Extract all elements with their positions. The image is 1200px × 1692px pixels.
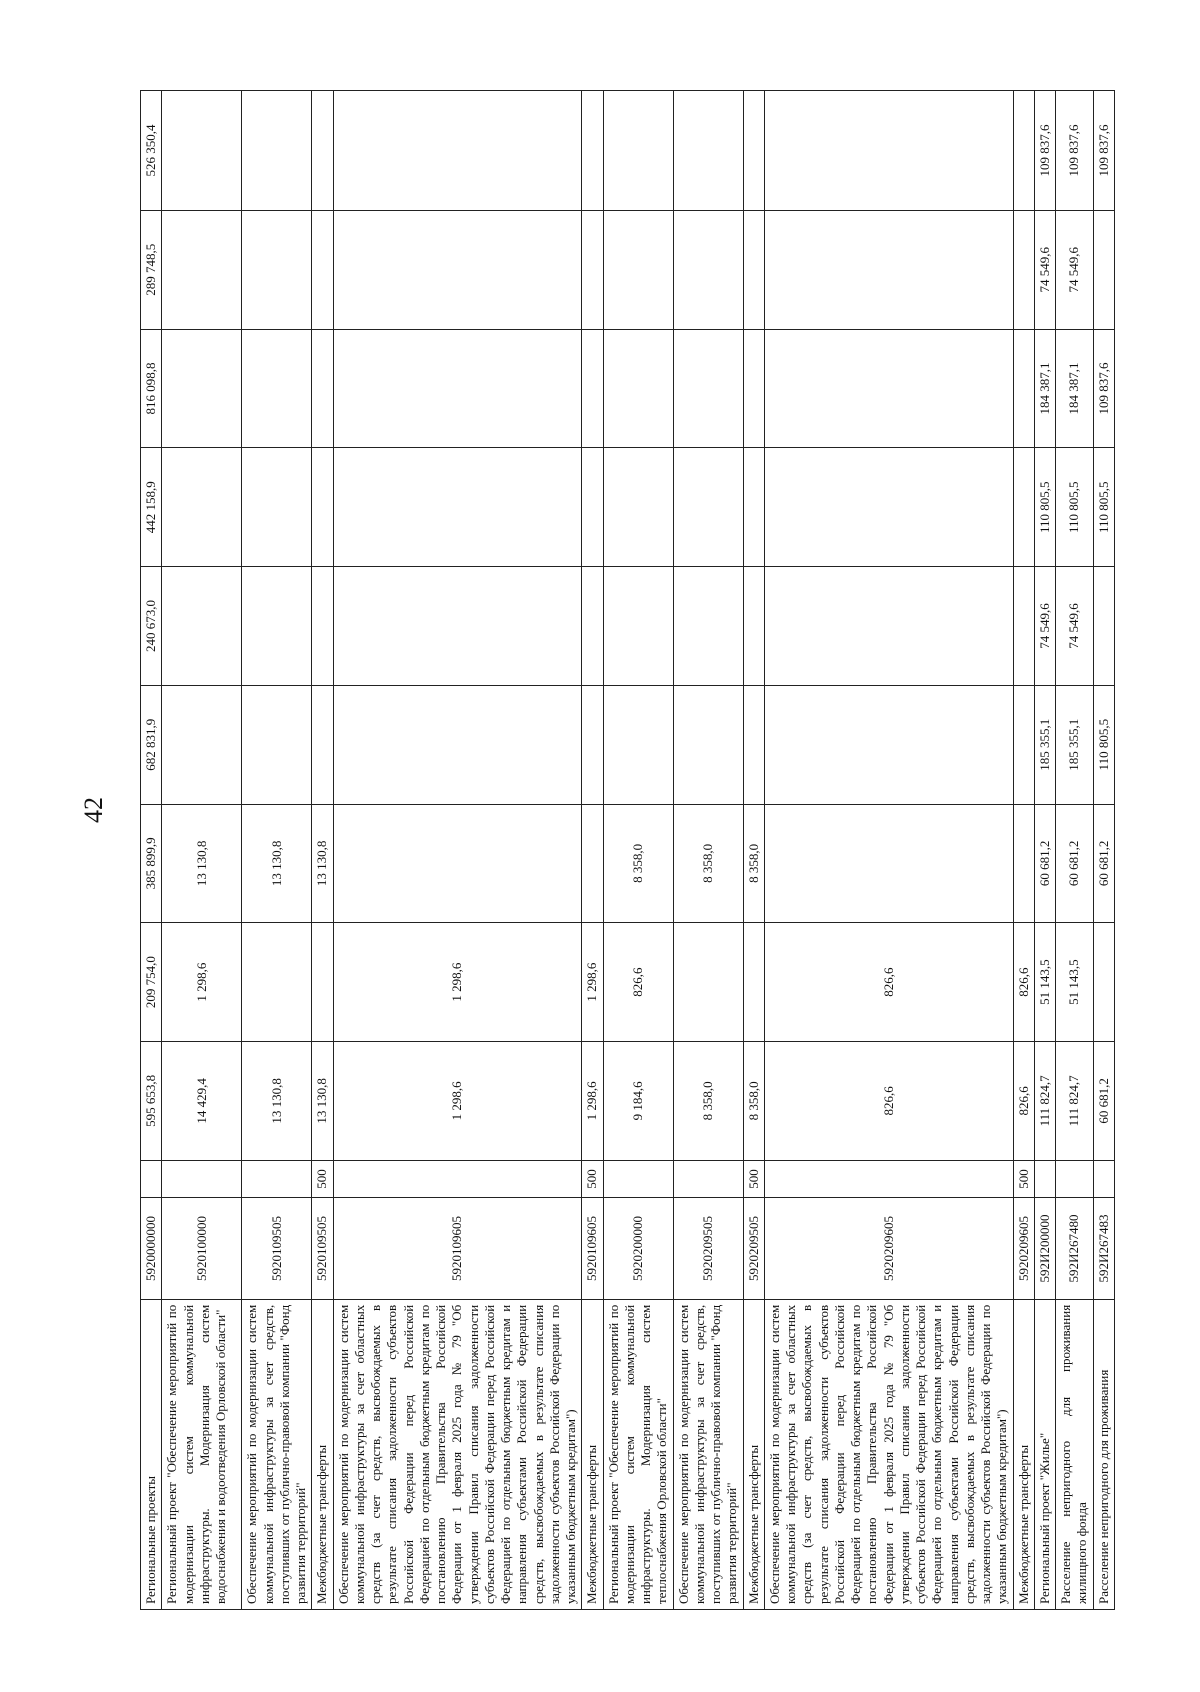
row-value-cell [743,685,764,804]
row-value-cell [162,567,242,686]
row-value-cell [1013,685,1034,804]
row-value-cell: 1 298,6 [582,1042,603,1161]
row-expense-type-cell [1056,1160,1094,1197]
row-value-cell: 60 681,2 [1093,1042,1114,1161]
row-value-cell: 13 130,8 [242,804,312,923]
row-value-cell [1013,567,1034,686]
row-value-cell [1013,91,1034,211]
row-value-cell [603,448,673,567]
row-expense-type-cell [1093,1160,1114,1197]
row-value-cell [242,448,312,567]
row-value-cell [603,685,673,804]
row-value-cell: 109 837,6 [1034,91,1055,211]
row-value-cell [582,567,603,686]
row-value-cell [764,567,1013,686]
row-expense-type-cell [764,1160,1013,1197]
table-row [333,91,582,1610]
row-value-cell: 385 899,9 [141,804,162,923]
row-value-cell [673,91,743,211]
row-value-cell [673,923,743,1042]
row-value-cell: 8 358,0 [603,804,673,923]
row-value-cell [312,448,333,567]
row-value-cell [764,329,1013,448]
row-value-cell [1093,567,1114,686]
row-value-cell: 111 824,7 [1056,1042,1094,1161]
row-value-cell [333,567,582,686]
row-value-cell [1093,923,1114,1042]
table-row [1093,91,1114,1610]
row-value-cell: 60 681,2 [1093,804,1114,923]
row-name-cell: Расселение непригодного для проживания жилищного фонда [1056,1299,1094,1609]
table-row [1034,91,1055,1610]
row-expense-type-cell [141,1160,162,1197]
row-name-cell: Региональные проекты [141,1299,162,1609]
table-row [743,91,764,1610]
row-name-cell: Расселение непригодного для проживания [1093,1299,1114,1609]
row-value-cell [764,448,1013,567]
row-expense-type-cell: 500 [1013,1160,1034,1197]
row-expense-type-cell [333,1160,582,1197]
row-value-cell [743,91,764,211]
row-name-cell: Региональный проект "Обеспечение мероприятий по модернизации систем коммунальной инфраструктуры. Модернизация систем теплоснабжения Орловской области" [603,1299,673,1609]
row-code-cell: 5920200000 [603,1198,673,1300]
table-row [141,91,162,1610]
row-value-cell: 60 681,2 [1034,804,1055,923]
row-value-cell: 110 805,5 [1056,448,1094,567]
row-value-cell: 74 549,6 [1034,210,1055,329]
row-value-cell: 1 298,6 [333,1042,582,1161]
row-value-cell [582,210,603,329]
row-value-cell [1013,329,1034,448]
table-row [603,91,673,1610]
row-name-cell: Межбюджетные трансферты [582,1299,603,1609]
row-value-cell [673,329,743,448]
row-value-cell [312,923,333,1042]
row-value-cell [673,448,743,567]
row-value-cell: 74 549,6 [1056,210,1094,329]
row-value-cell [242,210,312,329]
row-value-cell: 826,6 [1013,1042,1034,1161]
row-name-cell: Обеспечение мероприятий по модернизации систем коммунальной инфраструктуры за счет средств, поступивших от публично-правовой компании "Фонд развития территорий" [242,1299,312,1609]
row-code-cell: 5920109605 [333,1198,582,1300]
budget-table-frame [140,90,1111,1610]
row-value-cell: 109 837,6 [1093,329,1114,448]
row-code-cell: 5920209605 [1013,1198,1034,1300]
row-value-cell [603,91,673,211]
row-value-cell [242,685,312,804]
row-value-cell: 826,6 [603,923,673,1042]
row-value-cell [242,923,312,1042]
row-value-cell: 8 358,0 [673,804,743,923]
row-name-cell: Межбюджетные трансферты [743,1299,764,1609]
row-code-cell: 592И267480 [1056,1198,1094,1300]
row-name-cell: Межбюджетные трансферты [312,1299,333,1609]
row-value-cell [764,685,1013,804]
row-value-cell: 209 754,0 [141,923,162,1042]
row-value-cell [743,210,764,329]
row-value-cell [242,329,312,448]
row-value-cell: 595 653,8 [141,1042,162,1161]
row-value-cell: 1 298,6 [162,923,242,1042]
table-row [764,91,1013,1610]
row-code-cell: 5920109605 [582,1198,603,1300]
row-value-cell [1013,448,1034,567]
row-value-cell [673,567,743,686]
row-name-cell: Региональный проект "Обеспечение мероприятий по модернизации систем коммунальной инфраструктуры. Модернизация систем водоснабжения и водоотведения Орловской области" [162,1299,242,1609]
row-value-cell [743,567,764,686]
table-row [1056,91,1094,1610]
row-code-cell: 5920000000 [141,1198,162,1300]
row-value-cell: 13 130,8 [312,804,333,923]
row-value-cell [162,210,242,329]
row-value-cell: 826,6 [764,923,1013,1042]
row-value-cell [582,91,603,211]
row-value-cell: 74 549,6 [1034,567,1055,686]
row-value-cell: 14 429,4 [162,1042,242,1161]
row-value-cell: 526 350,4 [141,91,162,211]
row-value-cell [162,329,242,448]
row-value-cell: 240 673,0 [141,567,162,686]
row-value-cell [333,91,582,211]
row-code-cell: 592И200000 [1034,1198,1055,1300]
row-code-cell: 5920209605 [764,1198,1013,1300]
row-code-cell: 592И267483 [1093,1198,1114,1300]
row-value-cell [312,91,333,211]
row-expense-type-cell: 500 [743,1160,764,1197]
row-value-cell [603,210,673,329]
row-value-cell: 110 805,5 [1093,448,1114,567]
row-value-cell: 8 358,0 [673,1042,743,1161]
row-value-cell [162,91,242,211]
row-value-cell: 184 387,1 [1034,329,1055,448]
row-value-cell [1013,804,1034,923]
row-value-cell [242,91,312,211]
row-value-cell: 13 130,8 [312,1042,333,1161]
row-value-cell: 184 387,1 [1056,329,1094,448]
row-value-cell [312,329,333,448]
row-value-cell [162,685,242,804]
row-expense-type-cell [603,1160,673,1197]
row-expense-type-cell [673,1160,743,1197]
row-value-cell [312,567,333,686]
row-code-cell: 5920109505 [242,1198,312,1300]
row-value-cell: 60 681,2 [1056,804,1094,923]
row-value-cell: 109 837,6 [1093,91,1114,211]
row-value-cell [582,804,603,923]
row-value-cell [764,91,1013,211]
row-value-cell: 289 748,5 [141,210,162,329]
row-value-cell: 109 837,6 [1056,91,1094,211]
row-value-cell: 442 158,9 [141,448,162,567]
table-row [312,91,333,1610]
row-name-cell: Обеспечение мероприятий по модернизации систем коммунальной инфраструктуры за счет областных средств (за счет средств, высвобождаемых в результате списания задолженности субъектов Российской Федерации перед Российской Федерацией по отдельным бюджетным кредитам по постановлению Правительства Российской Федерации от 1 февраля 2025 года № 79 "Об утверждении Правил списания задолженности субъектов Российской Федерации перед Российской Федерацией по отдельным бюджетным кредитам и направления субъектами Российской Федерации средств, высвобождаемых в результате списания задолженности субъектов Российской Федерации по указанным бюджетным кредитам") [764,1299,1013,1609]
row-value-cell: 110 805,5 [1034,448,1055,567]
row-expense-type-cell [162,1160,242,1197]
row-value-cell [1013,210,1034,329]
row-value-cell [582,329,603,448]
table-body [141,91,1115,1610]
row-value-cell: 8 358,0 [743,1042,764,1161]
row-value-cell [333,685,582,804]
page-number: 42 [79,797,108,823]
row-value-cell [743,329,764,448]
row-value-cell [764,210,1013,329]
row-code-cell: 5920100000 [162,1198,242,1300]
row-value-cell: 51 143,5 [1056,923,1094,1042]
row-value-cell: 13 130,8 [242,1042,312,1161]
row-expense-type-cell: 500 [312,1160,333,1197]
row-value-cell [673,685,743,804]
row-value-cell [582,685,603,804]
row-value-cell [312,210,333,329]
row-value-cell [582,448,603,567]
row-value-cell [333,448,582,567]
row-value-cell: 111 824,7 [1034,1042,1055,1161]
row-code-cell: 5920209505 [743,1198,764,1300]
table-row [242,91,312,1610]
row-name-cell: Обеспечение мероприятий по модернизации систем коммунальной инфраструктуры за счет средств, поступивших от публично-правовой компании "Фонд развития территорий" [673,1299,743,1609]
row-value-cell [333,210,582,329]
row-name-cell: Межбюджетные трансферты [1013,1299,1034,1609]
row-value-cell: 110 805,5 [1093,685,1114,804]
row-value-cell [1093,210,1114,329]
row-value-cell: 8 358,0 [743,804,764,923]
row-value-cell: 74 549,6 [1056,567,1094,686]
table-row [582,91,603,1610]
row-value-cell [743,448,764,567]
row-value-cell: 826,6 [764,1042,1013,1161]
row-value-cell [242,567,312,686]
row-value-cell: 682 831,9 [141,685,162,804]
row-value-cell [743,923,764,1042]
row-value-cell: 185 355,1 [1056,685,1094,804]
row-value-cell: 1 298,6 [582,923,603,1042]
budget-table [140,90,1115,1610]
row-value-cell: 9 184,6 [603,1042,673,1161]
row-code-cell: 5920109505 [312,1198,333,1300]
row-value-cell [333,804,582,923]
row-value-cell [603,329,673,448]
row-value-cell: 816 098,8 [141,329,162,448]
row-value-cell [764,804,1013,923]
row-code-cell: 5920209505 [673,1198,743,1300]
table-row [673,91,743,1610]
row-value-cell [603,567,673,686]
row-expense-type-cell [242,1160,312,1197]
row-value-cell [162,448,242,567]
table-row [162,91,242,1610]
row-value-cell [333,329,582,448]
row-name-cell: Обеспечение мероприятий по модернизации систем коммунальной инфраструктуры за счет областных средств (за счет средств, высвобождаемых в результате списания задолженности субъектов Российской Федерации перед Российской Федерацией по отдельным бюджетным кредитам по постановлению Правительства Российской Федерации от 1 февраля 2025 года № 79 "Об утверждении Правил списания задолженности субъектов Российской Федерации перед Российской Федерацией по отдельным бюджетным кредитам и направления субъектами Российской Федерации средств, высвобождаемых в результате списания задолженности субъектов Российской Федерации по указанным бюджетным кредитам") [333,1299,582,1609]
row-expense-type-cell [1034,1160,1055,1197]
row-value-cell [673,210,743,329]
row-value-cell: 1 298,6 [333,923,582,1042]
row-name-cell: Региональный проект "Жилье" [1034,1299,1055,1609]
table-row [1013,91,1034,1610]
row-value-cell: 826,6 [1013,923,1034,1042]
row-value-cell [312,685,333,804]
row-value-cell: 13 130,8 [162,804,242,923]
row-expense-type-cell: 500 [582,1160,603,1197]
row-value-cell: 185 355,1 [1034,685,1055,804]
row-value-cell: 51 143,5 [1034,923,1055,1042]
